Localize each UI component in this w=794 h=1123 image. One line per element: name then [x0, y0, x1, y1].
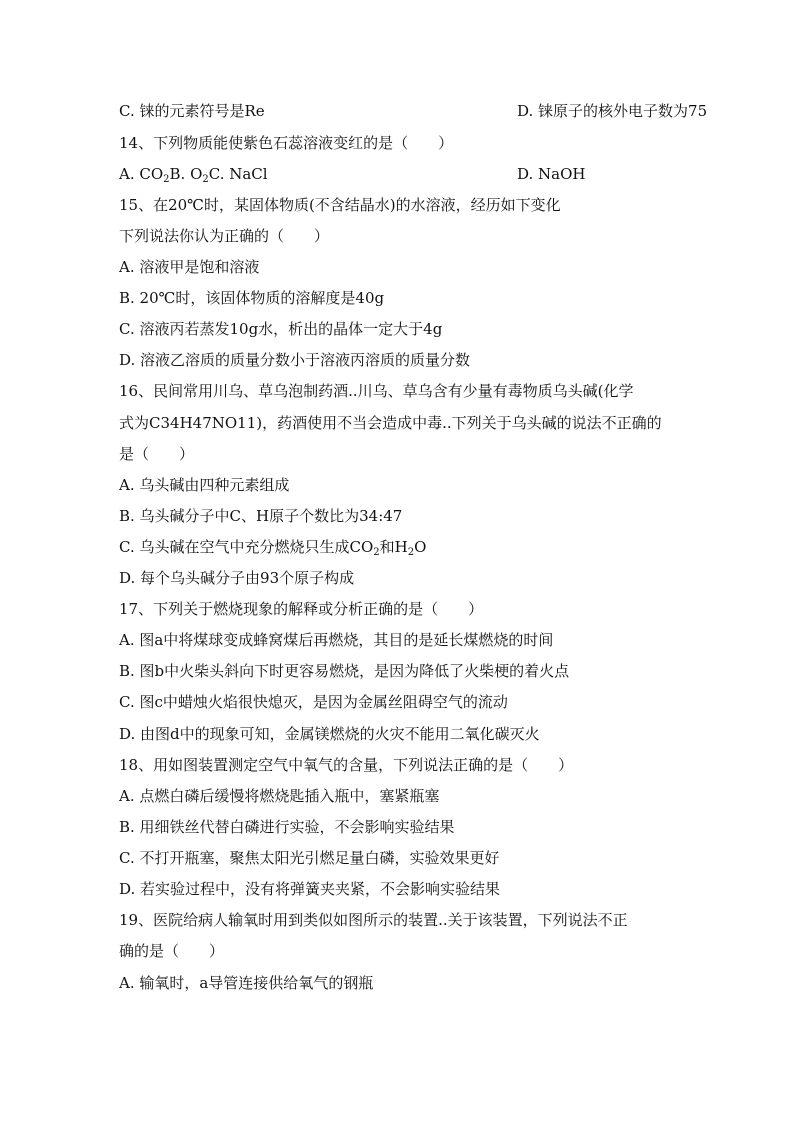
q13-option-c: C. 铼的元素符号是Re [119, 102, 265, 120]
q15-option-b: B. 20℃时，该固体物质的溶解度是40g [119, 289, 385, 307]
q16-option-c: C. 乌头碱在空气中充分燃烧只生成$CO_2$和$H_2O$ [119, 538, 427, 558]
q13-option-d: D. 铼原子的核外电子数为75 [517, 102, 708, 120]
q16-stem-line1: 16、民间常用川乌、草乌泡制药酒..川乌、草乌含有少量有毒物质乌头碱(化学 [119, 382, 634, 400]
q17-option-d: D. 由图d中的现象可知，金属镁燃烧的火灾不能用二氧化碳灭火 [119, 725, 540, 743]
q13-options-row [119, 101, 708, 121]
q18-option-b: B. 用细铁丝代替白磷进行实验，不会影响实验结果 [119, 818, 455, 836]
q16-option-b: B. 乌头碱分子中C、H原子个数比为34:47 [119, 507, 403, 525]
q16-option-a: A. 乌头碱由四种元素组成 [119, 476, 290, 494]
q16-stem-line3: 是（ ） [119, 445, 195, 463]
q17-option-a: A. 图a中将煤球变成蜂窝煤后再燃烧，其目的是延长煤燃烧的时间 [119, 631, 554, 649]
q14-options-row [119, 164, 586, 185]
q15-option-a: A. 溶液甲是饱和溶液 [119, 258, 260, 276]
q19-option-a: A. 输氧时，a导管连接供给氧气的钢瓶 [119, 974, 374, 992]
q19-stem-line2: 确的是（ ） [119, 942, 225, 960]
q15-stem-line2: 下列说法你认为正确的（ ） [119, 227, 330, 245]
q19-stem-line1: 19、医院给病人输氧时用到类似如图所示的装置..关于该装置，下列说法不正 [119, 911, 628, 929]
q18-option-c: C. 不打开瓶塞，聚焦太阳光引燃足量白磷，实验效果更好 [119, 849, 500, 867]
q16-stem-line2: 式为C34H47NO11)，药酒使用不当会造成中毒..下列关于乌头碱的说法不正确的 [119, 414, 662, 432]
q17-option-c: C. 图c中蜡烛火焰很快熄灭，是因为金属丝阻碍空气的流动 [119, 693, 508, 711]
q14-option-c: C. NaCl [208, 165, 268, 183]
q16-option-d: D. 每个乌头碱分子由93个原子构成 [119, 569, 355, 587]
q17-option-b: B. 图b中火柴头斜向下时更容易燃烧，是因为降低了火柴梗的着火点 [119, 662, 570, 680]
q15-option-d: D. 溶液乙溶质的质量分数小于溶液丙溶质的质量分数 [119, 351, 471, 369]
q15-option-c: C. 溶液丙若蒸发10g水，析出的晶体一定大于4g [119, 320, 443, 338]
q14-stem: 14、下列物质能使紫色石蕊溶液变红的是（ ） [119, 134, 454, 152]
q15-stem-line1: 15、在20℃时，某固体物质(不含结晶水)的水溶液，经历如下变化 [119, 196, 561, 214]
q14-option-a: A. $CO_2$ [119, 165, 170, 185]
q14-option-d: D. NaOH [517, 165, 586, 183]
q18-option-d: D. 若实验过程中，没有将弹簧夹夹紧，不会影响实验结果 [119, 880, 501, 898]
q17-stem: 17、下列关于燃烧现象的解释或分析正确的是（ ） [119, 600, 484, 618]
q18-option-a: A. 点燃白磷后缓慢将燃烧匙插入瓶中，塞紧瓶塞 [119, 787, 440, 805]
q18-stem: 18、用如图装置测定空气中氧气的含量，下列说法正确的是（ ） [119, 756, 574, 774]
q14-option-b: B. $O_2$ [169, 165, 209, 185]
